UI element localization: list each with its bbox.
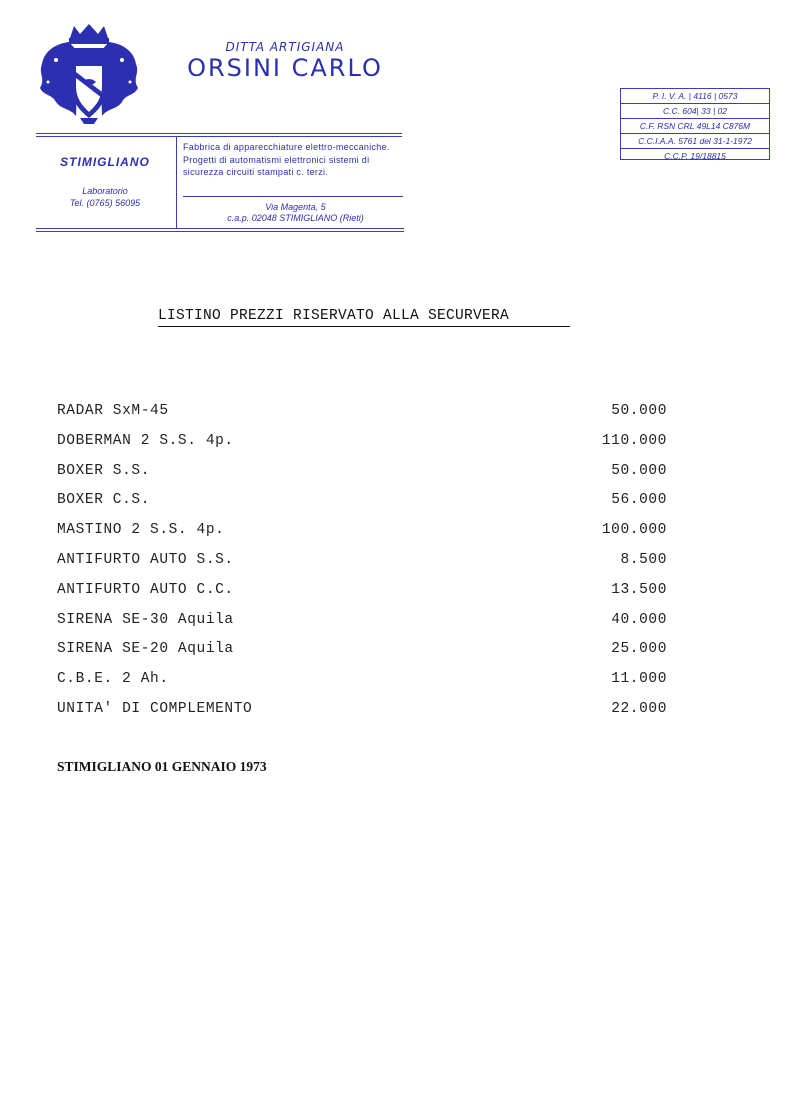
date-line: STIMIGLIANO 01 GENNAIO 1973 [57,759,267,774]
item-name: BOXER C.S. [57,492,151,509]
header-rule-top-2 [36,136,402,137]
item-price: 40.000 [611,611,667,628]
item-price: 22.000 [611,700,667,717]
item-price: 11.000 [611,671,667,688]
item-name: SIRENA SE-20 Aquila [57,641,234,658]
company-subtitle: DITTA ARTIGIANA [225,40,345,54]
registry-cciaa: C.C.I.A.A. 5761 del 31-1-1972 [621,134,769,149]
header-rule-mid [183,196,403,197]
list-item [57,522,667,552]
item-price: 8.500 [620,551,667,568]
lab-info [40,185,170,209]
company-description: Fabbrica di apparecchiature elettro-meccaniche. Progetti di automatismi elettronici sistemi di sicurezza circuiti stampati c. terzi. [183,142,390,177]
lab-label: Laboratorio [82,186,128,196]
list-item [57,701,667,731]
registry-vat: P. I. V. A. | 4116 | 0573 [621,89,769,104]
header-rule-bottom-2 [36,231,404,232]
list-item [57,612,667,642]
item-name: ANTIFURTO AUTO C.C. [57,581,234,598]
company-address [183,202,408,224]
header-divider [176,137,177,228]
item-name: ANTIFURTO AUTO S.S. [57,551,234,568]
registration-box [620,88,770,160]
place-name: STIMIGLIANO [60,155,150,169]
item-price: 56.000 [611,492,667,509]
item-price: 50.000 [611,403,667,419]
list-item [57,582,667,612]
item-name: MASTINO 2 S.S. 4p. [57,522,225,539]
price-list-title: LISTINO PREZZI RISERVATO ALLA SECURVERA [158,308,570,327]
price-list [57,403,667,731]
registry-cc: C.C. 604| 33 | 02 [621,104,769,119]
company-name: ORSINI CARLO [187,54,383,82]
item-price: 13.500 [611,581,667,598]
registry-ccp: C.C.P. 19/18815 [664,151,726,161]
header-rule-top [36,133,402,134]
list-item [57,492,667,522]
item-name: DOBERMAN 2 S.S. 4p. [57,432,234,449]
address-street: Via Magenta, 5 [265,202,326,212]
list-item [57,433,667,463]
list-item [57,671,667,701]
list-item [57,641,667,671]
item-price: 110.000 [601,432,667,449]
header-rule-bottom [36,228,404,229]
item-name: RADAR SxM-45 [57,403,169,419]
coat-of-arms-logo [36,22,142,126]
list-item [57,552,667,582]
item-price: 25.000 [611,641,667,658]
item-name: C.B.E. 2 Ah. [57,671,169,688]
registry-cf: C.F. RSN CRL 49L14 C876M [621,119,769,134]
list-item [57,403,667,433]
item-price: 100.000 [601,522,667,539]
item-name: UNITA' DI COMPLEMENTO [57,700,253,717]
address-city: c.a.p. 02048 STIMIGLIANO (Rieti) [227,213,364,223]
letterhead-title-block [160,40,410,81]
item-price: 50.000 [611,462,667,479]
lab-phone: Tel. (0765) 56095 [69,198,141,208]
list-item [57,463,667,493]
item-name: SIRENA SE-30 Aquila [57,611,234,628]
item-name: BOXER S.S. [57,462,151,479]
